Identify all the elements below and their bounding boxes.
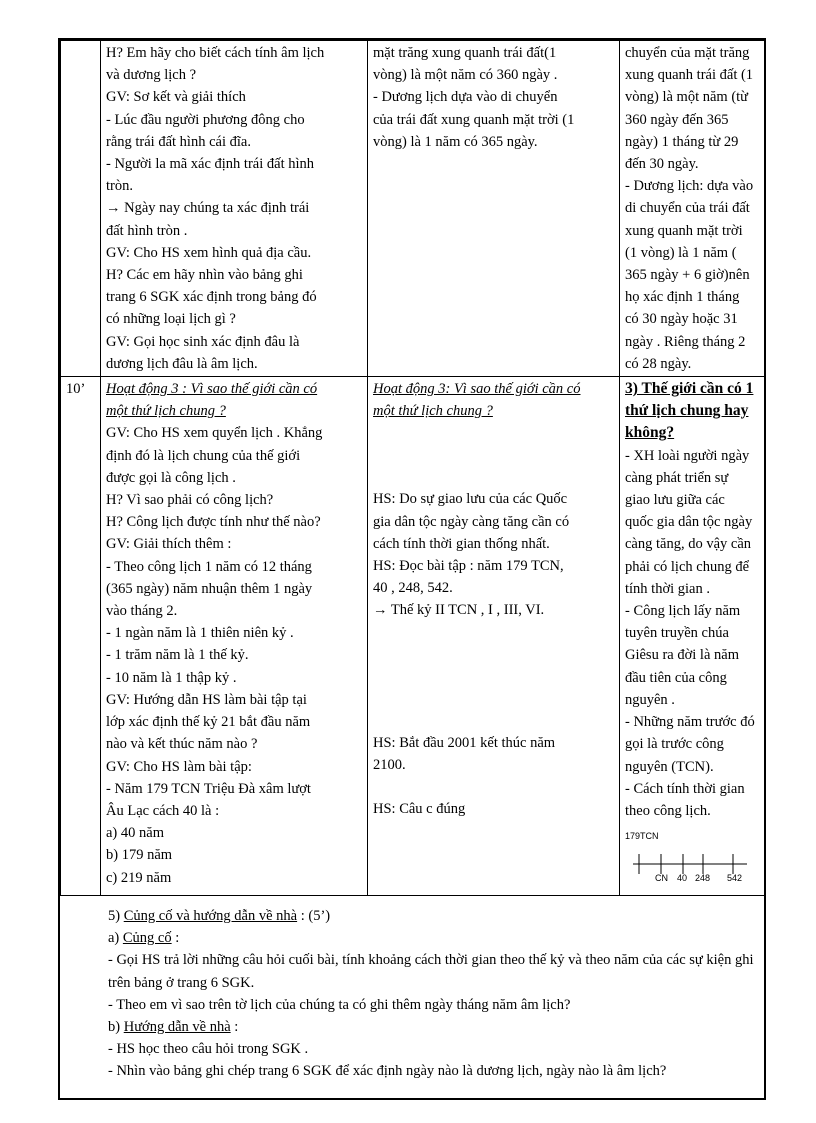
text-line: nguyên (TCN). xyxy=(625,758,714,775)
time-label: 10’ xyxy=(66,381,86,398)
text-line: HS: Câu c đúng xyxy=(373,801,466,818)
text-line: của trái đất xung quanh mặt trời (1 xyxy=(373,111,575,128)
time-cell xyxy=(61,377,101,896)
text-line: Giêsu ra đời là năm xyxy=(625,647,739,664)
text-line: 360 ngày đến 365 xyxy=(625,111,729,128)
summary-title: 5) Củng cố và hướng dẫn về nhà : (5’) xyxy=(108,908,331,924)
homework-heading: b) Hướng dẫn về nhà : xyxy=(108,1019,239,1036)
text-line: ngày . Riêng tháng 2 xyxy=(625,333,746,350)
text-line: đầu tiên của công xyxy=(625,669,727,686)
text-line: theo công lịch. xyxy=(625,802,711,819)
text-line: tính thời gian . xyxy=(625,580,710,597)
text-line: nguyên . xyxy=(625,691,675,708)
text-line: - Dương lịch: dựa vào xyxy=(625,178,754,195)
text-line: rằng trái đất hình cái đĩa. xyxy=(106,133,251,150)
text-line: vào tháng 2. xyxy=(106,603,178,620)
text-line: GV: Sơ kết và giải thích xyxy=(106,89,246,106)
text-line: HS: Đọc bài tập : năm 179 TCN, xyxy=(373,558,564,575)
text-line: đến 30 ngày. xyxy=(625,156,699,173)
text-line: - Theo em vì sao trên tờ lịch của chúng ta có ghi thêm ngày tháng năm âm lịch? xyxy=(108,996,571,1013)
text-line: - Nhìn vào bảng ghi chép trang 6 SGK để xác định ngày nào là dương lịch, ngày nào là âm lịch? xyxy=(108,1063,667,1080)
text-line: b) 179 năm xyxy=(106,847,173,864)
text-line: (365 ngày) năm nhuận thêm 1 ngày xyxy=(106,580,313,597)
text-line: GV: Cho HS xem quyển lịch . Khẳng xyxy=(106,425,323,442)
text-line: vòng) là một năm (từ xyxy=(625,89,749,106)
text-line: H? Các em hãy nhìn vào bảng ghi xyxy=(106,267,303,284)
section-heading: không? xyxy=(625,424,675,442)
text-line: - HS học theo câu hỏi trong SGK . xyxy=(108,1041,309,1058)
text-line: - Lúc đầu người phương đông cho xyxy=(106,111,305,128)
text-line: ngày) 1 tháng từ 29 xyxy=(625,133,739,150)
text-line: GV: Gọi học sinh xác định đâu là xyxy=(106,333,300,350)
time-cell xyxy=(61,41,101,377)
text-line: Âu Lạc cách 40 là : xyxy=(106,802,220,819)
timeline-start-label: 179TCN xyxy=(625,831,659,842)
consolidation-heading: a) Củng cố : xyxy=(108,930,180,947)
text-line: - 10 năm là 1 thập kỷ . xyxy=(106,669,237,686)
text-line: quốc gia dân tộc ngày xyxy=(625,514,753,531)
text-line: GV: Giải thích thêm : xyxy=(106,536,232,553)
text-line: GV: Cho HS xem hình quả địa cầu. xyxy=(106,244,312,261)
text-line: vòng) là 1 năm có 365 ngày. xyxy=(373,133,538,150)
activity-heading: Hoạt động 3: Vì sao thế giới cần có xyxy=(373,381,581,398)
text-line: GV: Cho HS làm bài tập: xyxy=(106,758,252,775)
text-line: GV: Hướng dẫn HS làm bài tập tại xyxy=(106,691,307,708)
text-line: 365 ngày + 6 giờ)nên xyxy=(625,267,750,284)
text-line: đất hình tròn . xyxy=(106,222,188,239)
timeline-tick-label: 40 xyxy=(677,873,688,883)
student-activity-cell xyxy=(368,377,620,896)
text-line: có những loại lịch gì ? xyxy=(106,311,236,328)
text-line: HS: Bắt đầu 2001 kết thúc năm xyxy=(373,734,556,751)
text-line: nào và kết thúc năm nào ? xyxy=(106,736,258,753)
text-line: (1 vòng) là 1 năm ( xyxy=(625,244,737,261)
text-line: - 1 trăm năm là 1 thế kỷ. xyxy=(106,647,249,664)
text-line: tròn. xyxy=(106,178,133,195)
text-line: gọi là trước công xyxy=(625,736,724,753)
text-line: càng tăng, do vậy cần xyxy=(625,536,752,553)
text-line: được gọi là công lịch . xyxy=(106,469,236,486)
text-line: và dương lịch ? xyxy=(106,67,197,84)
text-line: giao lưu giữa các xyxy=(625,492,725,509)
text-line: - 1 ngàn năm là 1 thiên niên kỷ . xyxy=(106,625,294,642)
text-line: - Người la mã xác định trái đất hình xyxy=(106,156,314,173)
text-line: mặt trăng xung quanh trái đất(1 xyxy=(373,45,557,61)
text-line: họ xác định 1 tháng xyxy=(625,289,740,306)
text-line: trang 6 SGK xác định trong bảng đó xyxy=(106,289,317,306)
text-line: a) 40 năm xyxy=(106,825,164,842)
text-line: c) 219 năm xyxy=(106,869,172,886)
timeline-tick-label: 542 xyxy=(727,873,743,883)
text-line: HS: Do sự giao lưu của các Quốc xyxy=(373,491,568,508)
timeline-tick-label: 248 xyxy=(695,873,711,883)
text-line: - Những năm trước đó xyxy=(625,714,755,731)
text-line: càng phát triển sự xyxy=(625,469,729,486)
text-line: gia dân tộc ngày càng tăng cần có xyxy=(373,513,570,530)
table-row xyxy=(61,377,765,896)
text-line: di chuyển của trái đất xyxy=(625,200,750,217)
notes-cell xyxy=(620,41,765,377)
activity-heading: một thứ lịch chung ? xyxy=(373,403,493,420)
text-line: chuyển của mặt trăng xyxy=(625,45,750,61)
text-line: phải có lịch chung để xyxy=(625,558,750,575)
text-line: - XH loài người ngày xyxy=(625,447,750,464)
section-heading: thứ lịch chung hay xyxy=(625,402,749,420)
text-line: cách tính thời gian thống nhất. xyxy=(373,535,550,552)
student-activity-cell xyxy=(368,41,620,377)
table-row xyxy=(61,41,765,377)
section-heading: 3) Thế giới cần có 1 xyxy=(625,380,754,398)
text-line: - Cách tính thời gian xyxy=(625,780,745,797)
teacher-activity-cell xyxy=(101,377,368,896)
text-line: - Năm 179 TCN Triệu Đà xâm lượt xyxy=(106,780,311,797)
text-line: - Dương lịch dựa vào di chuyển xyxy=(373,89,558,106)
text-line: tuyên truyền chúa xyxy=(625,625,729,642)
text-line: lớp xác định thế kỷ 21 bắt đầu năm xyxy=(106,714,311,731)
text-line: - Theo công lịch 1 năm có 12 tháng xyxy=(106,558,312,575)
text-line: - Công lịch lấy năm xyxy=(625,603,741,620)
text-line: → Ngày nay chúng ta xác định trái xyxy=(106,200,310,217)
text-line: xung quanh trái đất (1 xyxy=(625,67,754,84)
summary-section xyxy=(108,905,768,1083)
timeline-diagram xyxy=(625,830,755,882)
notes-cell xyxy=(620,377,765,896)
text-line: định đó là lịch chung của thế giới xyxy=(106,447,301,464)
text-line: 40 , 248, 542. xyxy=(373,580,453,597)
lesson-plan-table xyxy=(60,40,765,896)
text-line: vòng) là một năm có 360 ngày . xyxy=(373,67,558,84)
teacher-activity-cell xyxy=(101,41,368,377)
text-line: 2100. xyxy=(373,756,406,773)
page-frame xyxy=(58,38,766,1100)
text-line: H? Vì sao phải có công lịch? xyxy=(106,492,274,509)
text-line: → Thế kỷ II TCN , I , III, VI. xyxy=(373,602,545,619)
text-line: dương lịch đâu là âm lịch. xyxy=(106,355,258,372)
text-line: - Gọi HS trả lời những câu hỏi cuối bài, tính khoảng cách thời gian theo thế kỷ và theo năm của các sự kiện ghi trên bảng ở trang 6 SGK. xyxy=(108,952,754,991)
activity-heading: Hoạt động 3 : Vì sao thế giới cần có xyxy=(106,381,318,398)
activity-heading: một thứ lịch chung ? xyxy=(106,403,226,420)
text-line: có 30 ngày hoặc 31 xyxy=(625,311,738,328)
text-line: H? Em hãy cho biết cách tính âm lịch xyxy=(106,45,325,61)
timeline-tick-label: CN xyxy=(655,873,668,883)
text-line: H? Công lịch được tính như thế nào? xyxy=(106,514,321,531)
text-line: có 28 ngày. xyxy=(625,355,692,372)
text-line: xung quanh mặt trời xyxy=(625,222,743,239)
